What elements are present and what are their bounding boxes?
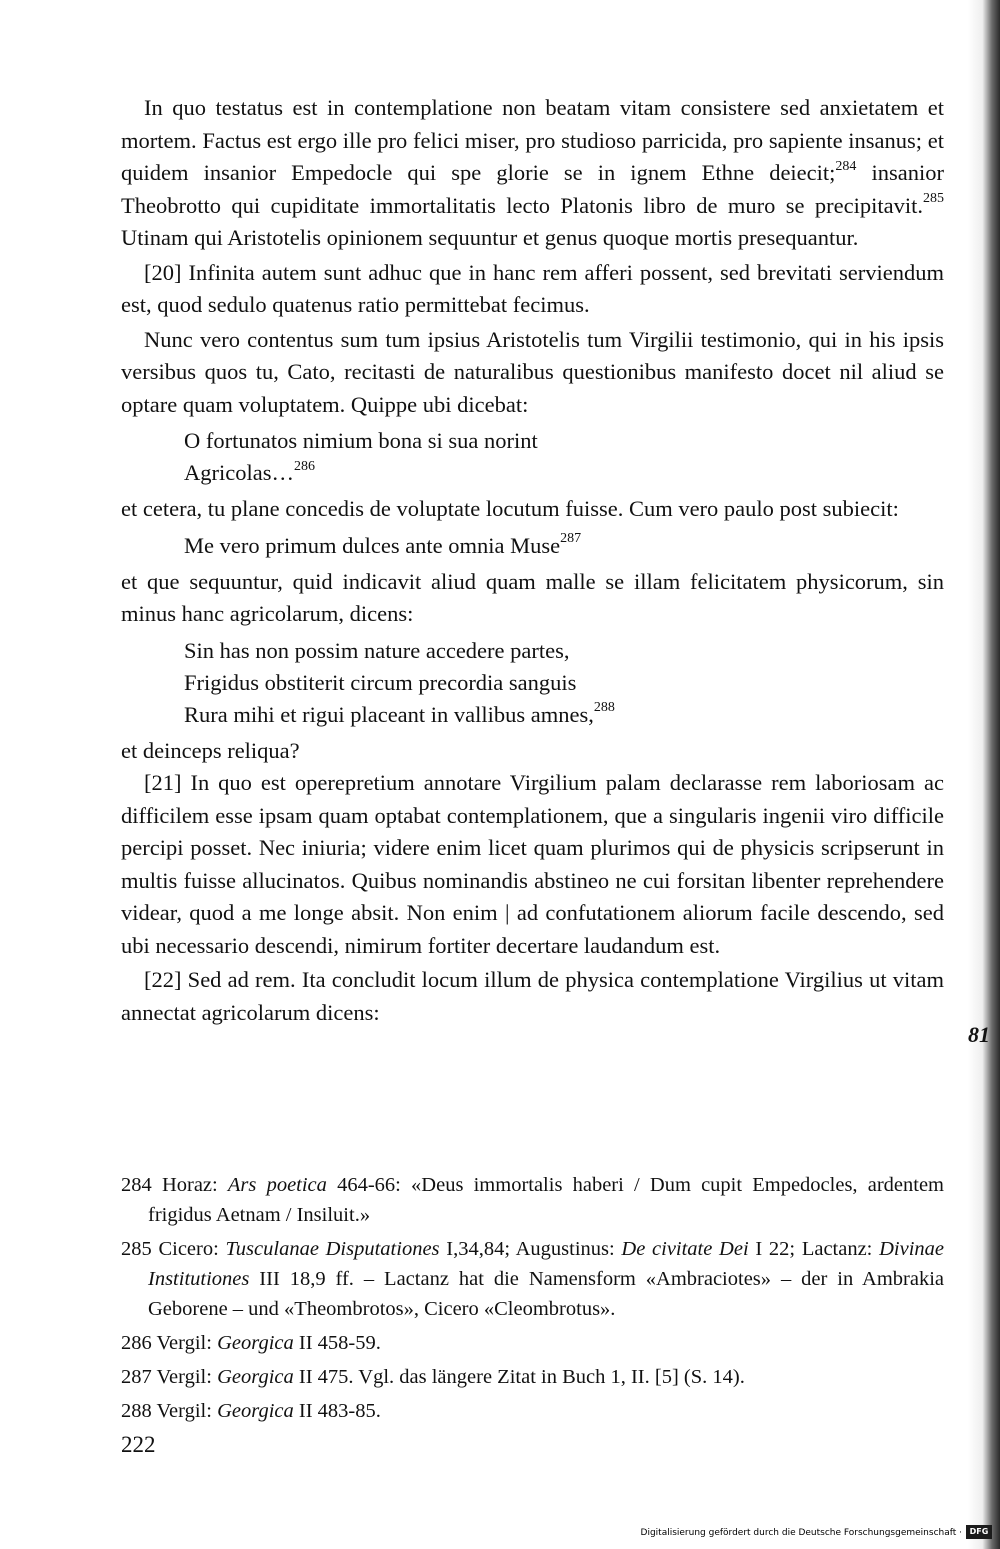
dfg-logo-icon: DFG — [966, 1525, 992, 1539]
verse-line: Me vero primum dulces ante omnia Muse$^{287}$ — [184, 531, 582, 558]
paragraph-1: In quo testatus est in contemplatione non beatam vitam consistere sed anxietatem et mortem. Factus est ergo ille pro felici miser, pro studioso parricida, pro sapiente insanus; et quidem insanior Empedocle qui spe glorie se in ignem Ethne deiecit;$^{284}$ insanior Theobrotto qui cupiditate immortalitatis lecto Platonis libro de muro se precipitavit.$^{285}$ Utinam qui Aristotelis opinionem sequuntur et genus quoque mortis presequantur. — [121, 95, 944, 250]
digitization-credit: Digitalisierung gefördert durch die Deutsche Forschungsgemeinschaft · — [640, 1528, 962, 1538]
paragraph-20: [20] Infinita autem sunt adhuc que in hanc rem afferi possent, sed brevitati serviendum est, quod sedulo quatenus ratio permittebat fecimus. — [121, 259, 944, 317]
footnote-287: 287 Vergil: Georgica II 475. Vgl. das längere Zitat in Buch 1, II. [5] (S. 14). — [121, 1366, 745, 1388]
paragraph-5: et que sequuntur, quid indicavit aliud quam malle se illam felicitatem physicorum, sin minus hanc agricolarum, dicens: — [121, 568, 944, 626]
verse-quote-3 — [184, 635, 944, 731]
footnote-ref-286[interactable]: 286 — [293, 458, 315, 474]
verse-line: O fortunatos nimium bona si sua norint — [184, 428, 538, 453]
verse-quote-1 — [184, 425, 944, 489]
paragraph-21: [21] In quo est operepretium annotare Virgilium palam declarasse rem laboriosam ac difficilem esse ipsam quam optabat contemplationem, que a singularis ingenii viro difficile percipi posset. Nec iniuria; videre enim licet quam plurimos qui de physicis scripserunt in multis fuisse allucinatos. Quibus nominandis abstineo ne cui forsitan libenter reprehendere videar, quod a me longe absit. Non enim | ad confutationem aliorum facile descendo, sed ubi necessario descendi, nimirum fortiter decertare laudandum est. — [121, 770, 944, 958]
main-text — [121, 92, 944, 1029]
footnotes — [121, 1170, 944, 1430]
paragraph-22: [22] Sed ad rem. Ita concludit locum illum de physica contemplatione Virgilius ut vitam annectat agricolarum dicens: — [121, 967, 944, 1025]
footnote-ref-285[interactable]: 285 — [923, 191, 944, 206]
paragraph-4: et cetera, tu plane concedis de voluptate locutum fuisse. Cum vero paulo post subiecit: — [121, 496, 899, 521]
verse-line: Rura mihi et rigui placeant in vallibus amnes,$^{288}$ — [184, 700, 615, 727]
footnote-ref-287[interactable]: 287 — [560, 531, 582, 546]
footnote-285: 285 Cicero: Tusculanae Disputationes I,34,84; Augustinus: De civitate Dei I 22; Lactanz: Divinae Institutiones III 18,9 ff. – Lactanz hat die Namensform «Ambraciotes» – der in Ambrakia Geborene – und «Theombrotos», Cicero «Cleombrotus». — [121, 1238, 944, 1320]
verse-line: Frigidus obstiterit circum precordia sanguis — [184, 669, 577, 695]
verse-quote-2 — [184, 530, 944, 562]
verse-line: Agricolas…$^{286}$ — [184, 458, 315, 485]
footnote-288: 288 Vergil: Georgica II 483-85. — [121, 1400, 381, 1422]
footnote-284: 284 Horaz: Ars poetica 464-66: «Deus immortalis haberi / Dum cupit Empedocles, ardentem frigidus Aetnam / Insiluit.» — [121, 1174, 944, 1226]
page-number: 222 — [121, 1432, 156, 1457]
verse-line: Sin has non possim nature accedere partes, — [184, 637, 570, 663]
footnote-ref-288[interactable]: 288 — [593, 700, 615, 715]
margin-page-number: 81 — [968, 1022, 990, 1047]
page-edge-shadow — [968, 0, 1000, 1549]
paragraph-3: Nunc vero contentus sum tum ipsius Aristotelis tum Virgilii testimonio, qui in his ipsis versibus quos tu, Cato, recitasti de naturalibus questionibus manifesto docet nil aliud se optare quam voluptatem. Quippe ubi dicebat: — [121, 326, 944, 417]
footnote-ref-284[interactable]: 284 — [835, 158, 857, 174]
footnote-286: 286 Vergil: Georgica II 458-59. — [121, 1332, 381, 1354]
paragraph-6: et deinceps reliqua? — [121, 737, 300, 763]
